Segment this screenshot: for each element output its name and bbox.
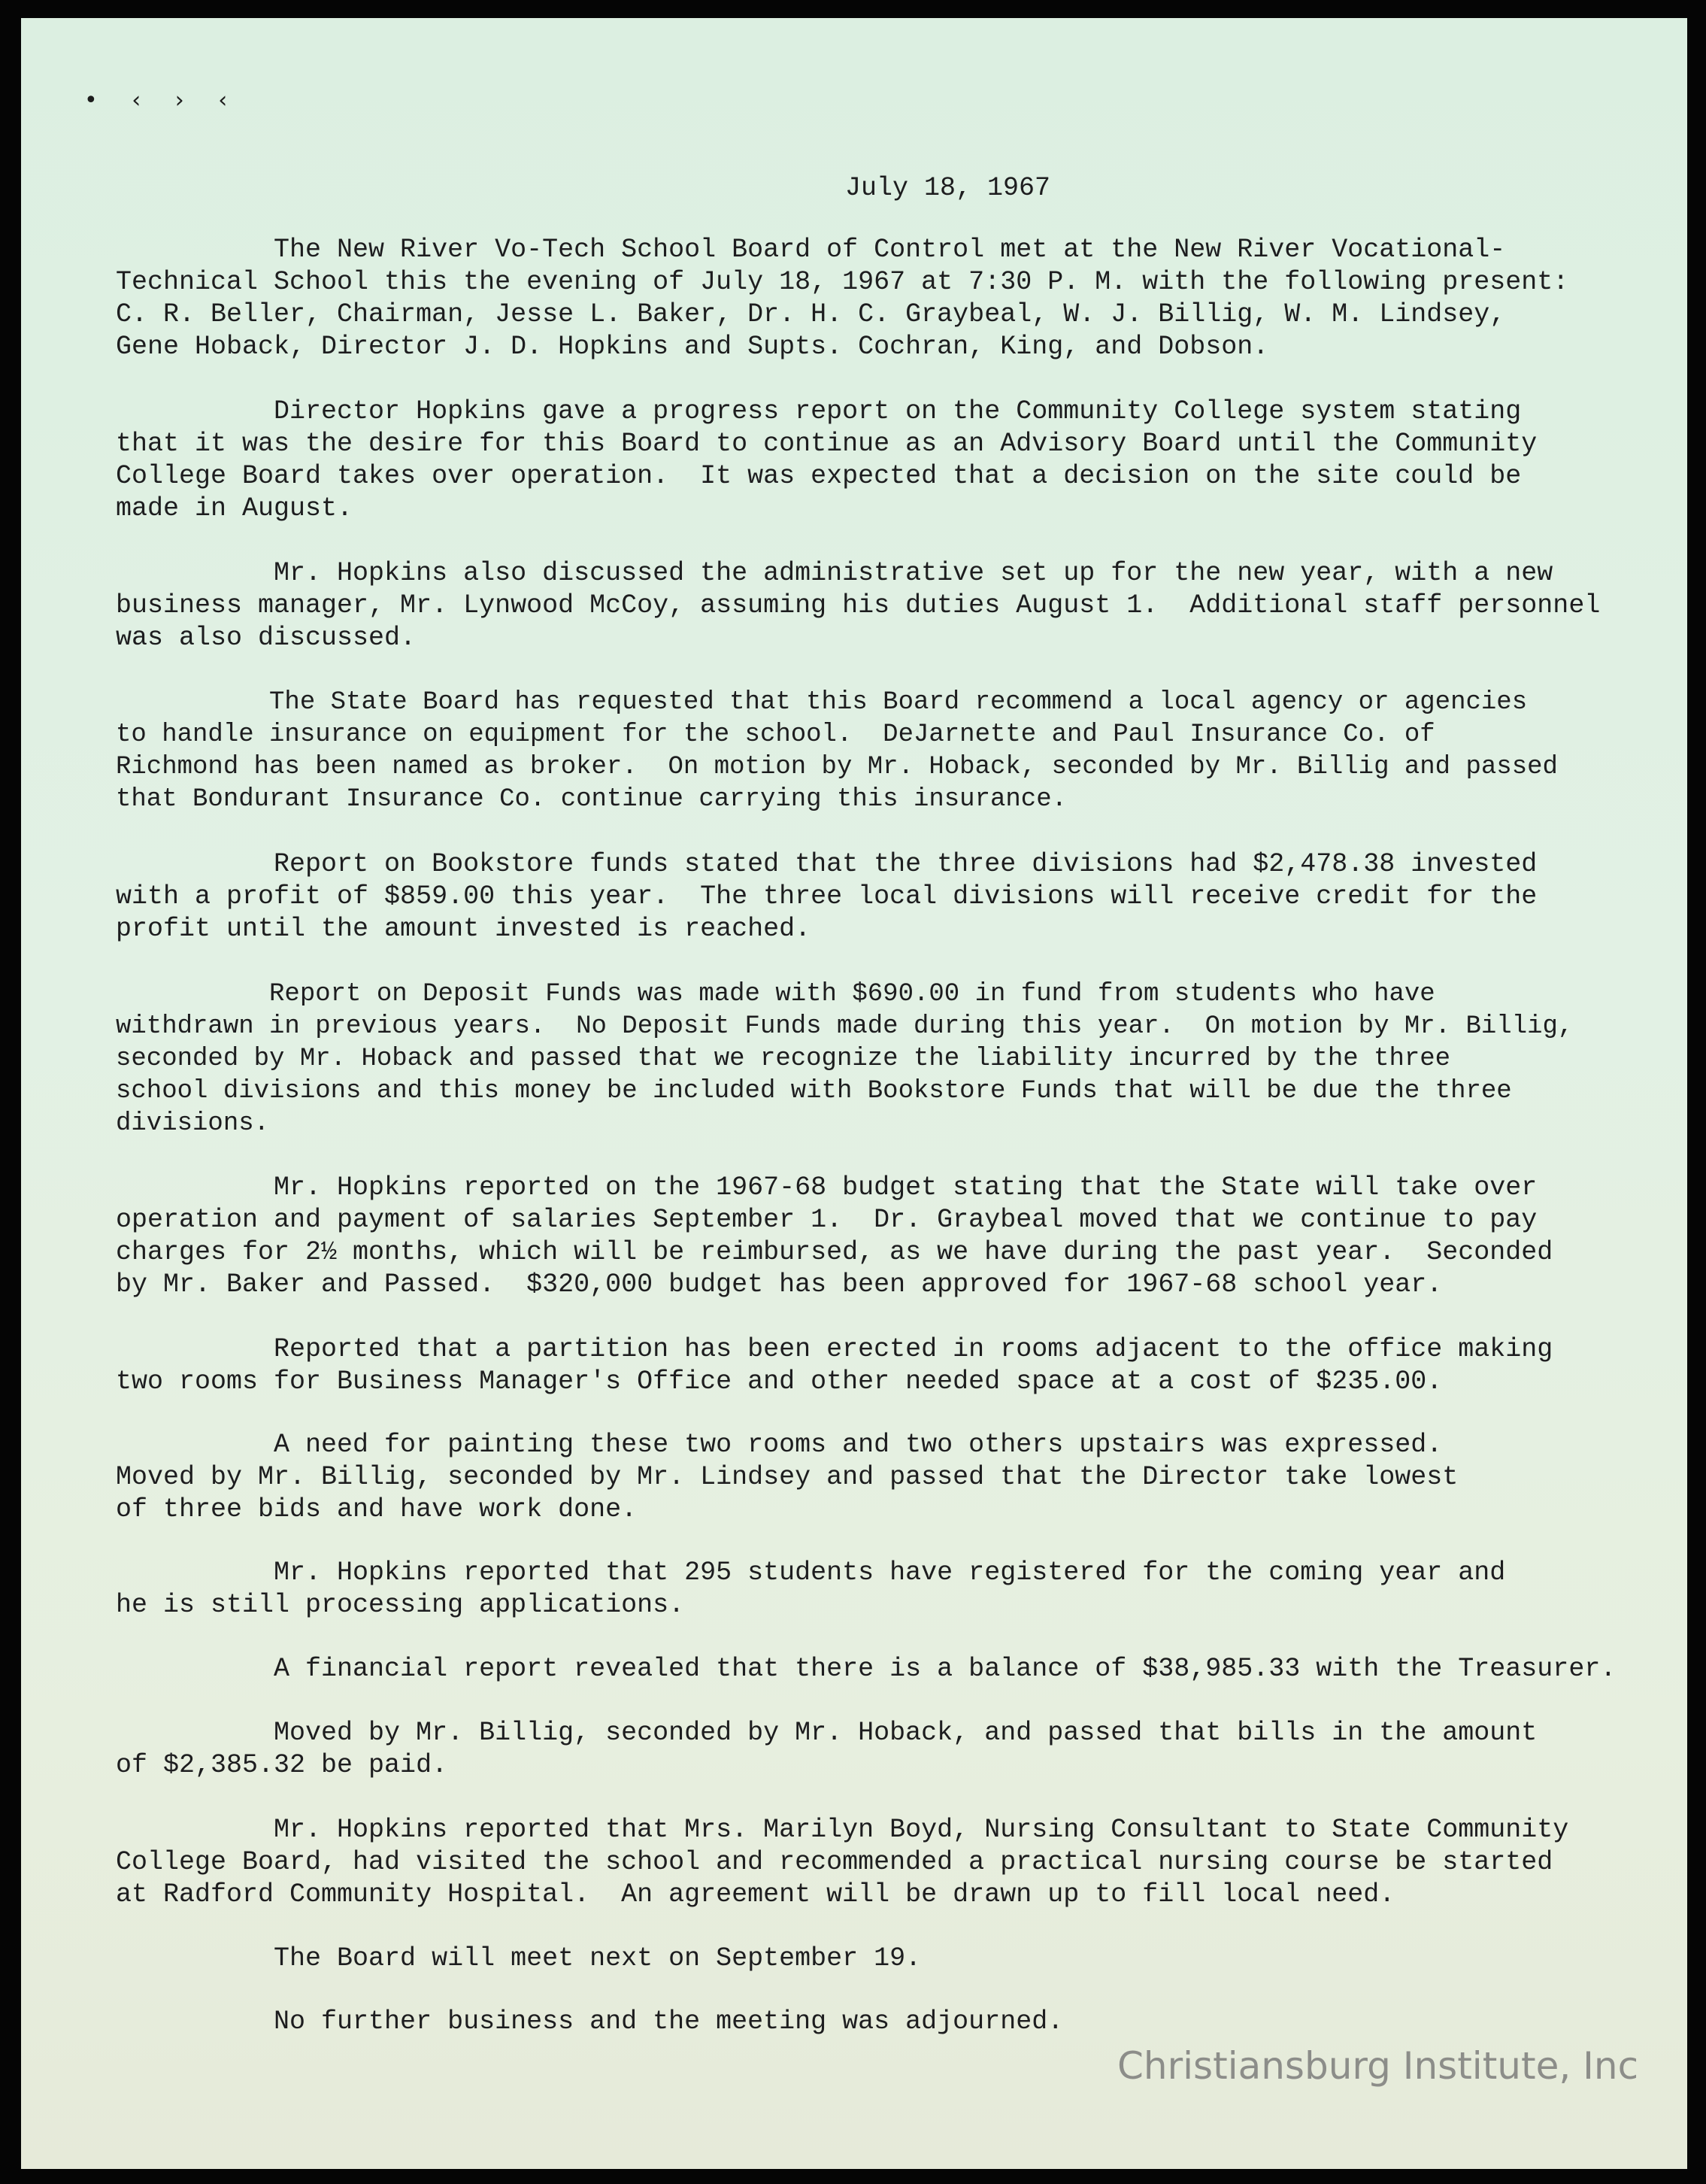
paragraph-next-meeting: The Board will meet next on September 19. <box>116 1943 922 1973</box>
watermark: Christiansburg Institute, Inc <box>1117 2044 1639 2088</box>
paragraph-budget: Mr. Hopkins reported on the 1967-68 budget stating that the State will take over operation and payment of salaries September 1. Dr. Graybeal moved that we continue to pay charges for 2½ months, which will be reimbursed, as we have during the past year. Seconded by Mr. Baker and Passed. $320,000 budget has been approved for 1967-68 school year. <box>116 1172 1553 1300</box>
paragraph-bookstore-funds: Report on Bookstore funds stated that the three divisions had $2,478.38 invested with a profit of $859.00 this year. The three local divisions will receive credit for the profit until the amount invested is reached. <box>116 849 1538 944</box>
paragraph-nursing-course: Mr. Hopkins reported that Mrs. Marilyn Boyd, Nursing Consultant to State Community College Board, had visited the school and recommended a practical nursing course be started at Radford Community Hospital. An agreement will be drawn up to fill local need. <box>116 1815 1569 1909</box>
paragraph-insurance: The State Board has requested that this Board recommend a local agency or agencies to handle insurance on equipment for the school. DeJarnette and Paul Insurance Co. of Richmond has been named as broker. On motion by Mr. Hoback, seconded by Mr. Billig and passed that Bondurant Insurance Co. continue carrying this insurance. <box>116 688 1558 814</box>
paragraph-deposit-funds: Report on Deposit Funds was made with $690.00 in fund from students who have withdrawn in previous years. No Deposit Funds made during this year. On motion by Mr. Billig, seconded by Mr. Hoback and passed that we recognize the liability incurred by the three school divisions and this money be included with Bookstore Funds that will be due the three divisions. <box>116 980 1574 1138</box>
paragraph-partition: Reported that a partition has been erected in rooms adjacent to the office making two rooms for Business Manager's Office and other needed space at a cost of $235.00. <box>116 1334 1553 1397</box>
paragraph-administration: Mr. Hopkins also discussed the administrative set up for the new year, with a new business manager, Mr. Lynwood McCoy, assuming his duties August 1. Additional staff personnel was also discussed. <box>116 558 1601 653</box>
paragraph-painting: A need for painting these two rooms and two others upstairs was expressed. Moved by Mr. Billig, seconded by Mr. Lindsey and passed that the Director take lowest of three bids and have work done. <box>116 1430 1459 1524</box>
paragraph-community-college: Director Hopkins gave a progress report on the Community College system stating that it was the desire for this Board to continue as an Advisory Board until the Community College Board takes over operation. It was expected that a decision on the site could be made in August. <box>116 396 1538 523</box>
document-page <box>21 18 1687 2169</box>
meeting-date: July 18, 1967 <box>845 173 1051 203</box>
paragraph-adjournment: No further business and the meeting was adjourned. <box>116 2007 1064 2037</box>
paragraph-attendance: The New River Vo-Tech School Board of Control met at the New River Vocational- Technical School this the evening of July 18, 1967 at 7:30 P. M. with the following present: C. R. Beller, Chairman, Jesse L. Baker, Dr. H. C. Graybeal, W. J. Billig, W. M. Lindsey, Gene Hoback, Director J. D. Hopkins and Supts. Cochran, King, and Dobson. <box>116 235 1569 362</box>
corner-marks: • ‹ › ‹ <box>84 87 241 114</box>
paragraph-bills: Moved by Mr. Billig, seconded by Mr. Hoback, and passed that bills in the amount of $2,385.32 be paid. <box>116 1718 1538 1780</box>
paragraph-financial-report: A financial report revealed that there is a balance of $38,985.33 with the Treasurer. <box>116 1654 1617 1684</box>
paragraph-registration: Mr. Hopkins reported that 295 students have registered for the coming year and he is still processing applications. <box>116 1558 1506 1620</box>
